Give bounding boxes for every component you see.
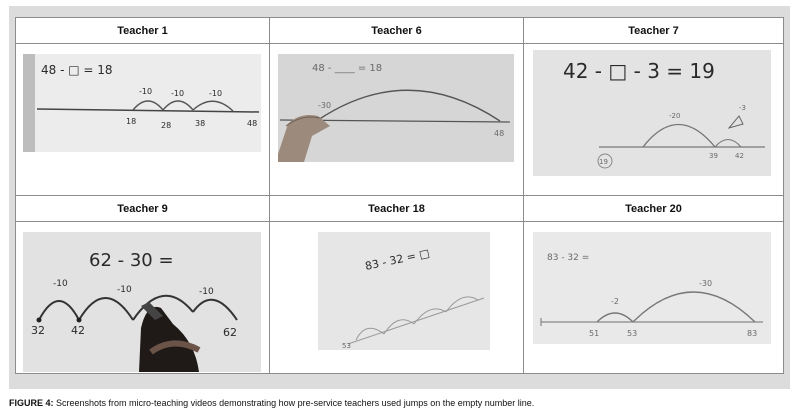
jump-label: -10 bbox=[139, 87, 153, 96]
panel-image-teacher-18 bbox=[270, 222, 524, 374]
jump-label: -10 bbox=[53, 279, 68, 289]
number-label: 53 bbox=[627, 329, 638, 338]
equation-text: 62 - 30 = bbox=[89, 250, 174, 271]
number-label: 19 bbox=[599, 158, 608, 166]
jump-label: -10 bbox=[117, 285, 132, 295]
number-label: 62 bbox=[223, 326, 237, 339]
equation-text: 83 - 32 = bbox=[547, 253, 590, 263]
number-label: 42 bbox=[735, 152, 744, 160]
screenshot-teacher-7 bbox=[533, 50, 771, 176]
number-label: 42 bbox=[71, 324, 85, 337]
jump-label: -10 bbox=[171, 89, 185, 98]
panel-header-teacher-1: Teacher 1 bbox=[16, 18, 270, 44]
jump-label: -30 bbox=[699, 279, 713, 288]
jump-label: -20 bbox=[669, 112, 681, 120]
number-label: 38 bbox=[195, 119, 206, 128]
jump-label: -10 bbox=[209, 89, 223, 98]
panel-image-teacher-20 bbox=[524, 222, 784, 374]
panel-image-teacher-7 bbox=[524, 44, 784, 196]
number-label: 51 bbox=[589, 329, 600, 338]
screenshot-teacher-6 bbox=[278, 54, 514, 162]
equation-text: 48 - ____ = 18 bbox=[312, 63, 383, 74]
screenshot-teacher-9 bbox=[23, 232, 261, 372]
number-label: 48 bbox=[494, 129, 505, 138]
panel-header-teacher-9: Teacher 9 bbox=[16, 196, 270, 222]
figure-caption bbox=[9, 398, 534, 408]
number-label: 28 bbox=[161, 121, 172, 130]
number-label: 39 bbox=[709, 152, 718, 160]
figure-table bbox=[15, 17, 784, 374]
equation-text: 83 - 32 = □ bbox=[363, 246, 431, 273]
panel-image-teacher-1 bbox=[16, 44, 270, 196]
number-label: 32 bbox=[31, 324, 45, 337]
caption-text: Screenshots from micro-teaching videos demonstrating how pre-service teachers used jumps on the empty number line. bbox=[56, 398, 535, 408]
panel-image-teacher-9 bbox=[16, 222, 270, 374]
panel-header-teacher-20: Teacher 20 bbox=[524, 196, 784, 222]
screenshot-teacher-18 bbox=[318, 232, 490, 350]
screenshot-teacher-20 bbox=[533, 232, 771, 344]
panel-image-teacher-6 bbox=[270, 44, 524, 196]
screenshot-teacher-1 bbox=[23, 54, 261, 152]
caption-label: FIGURE 4: bbox=[9, 398, 54, 408]
panel-header-teacher-7: Teacher 7 bbox=[524, 18, 784, 44]
number-label: 53 bbox=[342, 342, 351, 350]
panel-header-teacher-6: Teacher 6 bbox=[270, 18, 524, 44]
number-label: 18 bbox=[126, 117, 137, 126]
number-label: 83 bbox=[747, 329, 758, 338]
number-label: 48 bbox=[247, 119, 258, 128]
equation-text: 48 - □ = 18 bbox=[41, 63, 113, 77]
jump-label: -30 bbox=[318, 101, 332, 110]
equation-text: 42 - □ - 3 = 19 bbox=[563, 59, 715, 83]
jump-label: -10 bbox=[199, 287, 214, 297]
jump-label: -3 bbox=[739, 104, 746, 112]
panel-header-teacher-18: Teacher 18 bbox=[270, 196, 524, 222]
jump-label: -2 bbox=[611, 297, 619, 306]
